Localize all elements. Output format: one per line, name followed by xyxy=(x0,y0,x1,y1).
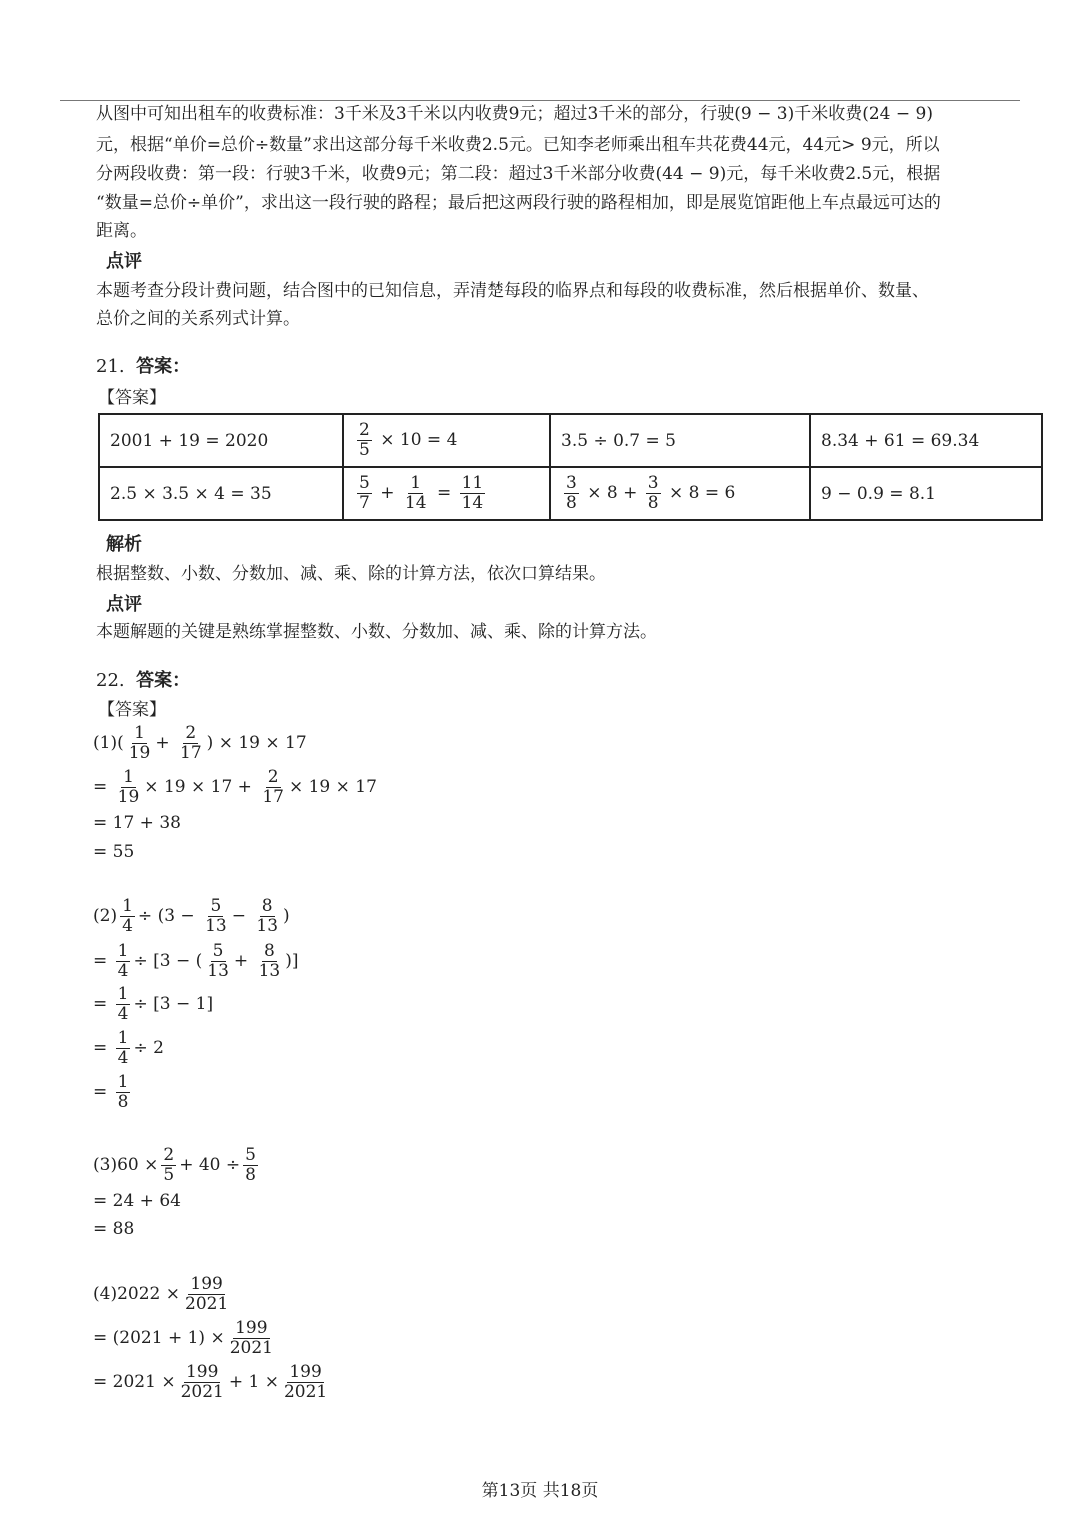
fraction: $\frac{11}{14}$ xyxy=(461,473,484,513)
q22-p2-line-1: (2) $\frac{1}{4}$ ÷ (3 − $\frac{5}{13}$ − $\frac{8}{13}$ ) xyxy=(93,895,290,936)
q22-p4-line-2: = (2021 + 1) × $\frac{199}{2021}$ xyxy=(93,1317,273,1358)
fraction: $\frac{5}{13}$ xyxy=(205,895,227,936)
fraction: $\frac{8}{13}$ xyxy=(256,895,279,936)
q22-p1-line-3: = 17 + 38 xyxy=(93,813,181,833)
fraction: $\frac{2}{17}$ xyxy=(180,722,202,763)
q20-analysis-line-3: 分两段收费：第一段：行驶3千米，收费9元；第二段：超过3千米部分收费(44 − 9)元，每千米收费2.5元，根据 xyxy=(96,164,941,184)
fraction: $\frac{199}{2021}$ xyxy=(180,1361,224,1402)
fraction: $\frac{1}{4}$ xyxy=(117,940,129,981)
fraction: $\frac{8}{13}$ xyxy=(258,940,281,981)
fraction: $\frac{1}{4}$ xyxy=(117,983,129,1024)
q21-answer-bracket: 【答案】 xyxy=(98,388,166,408)
q22-p2-line-4: = $\frac{1}{4}$ ÷ 2 xyxy=(93,1027,164,1068)
q22-answer-bracket: 【答案】 xyxy=(98,700,166,720)
q22-p3-line-2: = 24 + 64 xyxy=(93,1191,181,1211)
fraction: $\frac{2}{5}$ xyxy=(163,1144,175,1185)
fraction: 1 19 xyxy=(128,722,151,763)
fraction: $\frac{3}{8}$ xyxy=(647,473,659,513)
q21-answer-heading: 答案： xyxy=(136,356,191,377)
q20-analysis-line-5: 距离。 xyxy=(96,221,147,241)
q22-heading xyxy=(96,666,190,692)
q21-heading xyxy=(96,352,190,378)
fraction: $\frac{1}{8}$ xyxy=(117,1071,129,1112)
q21-comment-heading: 点评 xyxy=(106,594,142,615)
table-cell: 9 − 0.9 = 8.1 xyxy=(810,467,1042,520)
fraction: $\frac{199}{2021}$ xyxy=(185,1273,229,1314)
q22-p1-line-4: = 55 xyxy=(93,842,135,862)
q22-p4-line-1: (4)2022 × $\frac{199}{2021}$ xyxy=(93,1273,229,1314)
q22-p4-line-3: = 2021 × $\frac{199}{2021}$ + 1 × $\frac{199}{2021}$ xyxy=(93,1361,328,1402)
q22-p3-line-1: (3)60 × $\frac{2}{5}$ + 40 ÷ $\frac{5}{8}$ xyxy=(93,1144,256,1185)
table-cell: 8.34 + 61 = 69.34 xyxy=(810,414,1042,467)
q20-comment-heading: 点评 xyxy=(106,251,142,272)
table-cell: $\frac{5}{7}$ + $\frac{1}{14}$ = $\frac{11}{14}$ xyxy=(343,467,550,520)
q20-comment-line-1: 本题考查分段计费问题，结合图中的已知信息，弄清楚每段的临界点和每段的收费标准，然后根据单价、数量、 xyxy=(96,281,929,301)
fraction: $\frac{1}{4}$ xyxy=(122,895,133,936)
q21-analysis-heading: 解析 xyxy=(106,534,142,555)
q22-p1-line-1: (1)( 1 19 + $\frac{2}{17}$ ) × 19 × 17 xyxy=(93,722,307,763)
q22-p2-line-2: = $\frac{1}{4}$ ÷ [3 − ( 5 13 + $\frac{8}{13}$ )] xyxy=(93,940,299,981)
q20-analysis-line-4: “数量=总价÷单价”，求出这一段行驶的路程；最后把这两段行驶的路程相加，即是展览馆距他上车点最远可达的 xyxy=(96,193,941,213)
fraction: $\frac{1}{4}$ xyxy=(117,1027,129,1068)
fraction: $\frac{1}{19}$ xyxy=(117,766,140,807)
fraction: $\frac{5}{7}$ xyxy=(359,473,370,513)
q22-p3-line-3: = 88 xyxy=(93,1219,135,1239)
table-cell: 2001 + 19 = 2020 xyxy=(99,414,343,467)
fraction: $\frac{1}{14}$ xyxy=(404,473,427,513)
q22-p2-line-5: = $\frac{1}{8}$ xyxy=(93,1071,129,1112)
q21-number: 21. xyxy=(96,356,125,377)
q21-comment-text: 本题解题的关键是熟练掌握整数、小数、分数加、减、乘、除的计算方法。 xyxy=(96,622,657,642)
table-row xyxy=(99,414,1042,467)
table-cell: 3.5 ÷ 0.7 = 5 xyxy=(550,414,810,467)
table-cell: $\frac{3}{8}$ × 8 + $\frac{3}{8}$ × 8 = 6 xyxy=(550,467,810,520)
q21-answer-table xyxy=(98,413,1043,521)
page-footer: 第13页 共18页 xyxy=(481,1481,599,1501)
q22-p2-line-3: = $\frac{1}{4}$ ÷ [3 − 1] xyxy=(93,983,214,1024)
q22-answer-heading: 答案： xyxy=(136,670,191,691)
q22-p1-line-2: = $\frac{1}{19}$ × 19 × 17 + $\frac{2}{17}$ × 19 × 17 xyxy=(93,766,377,807)
q20-comment-line-2: 总价之间的关系列式计算。 xyxy=(96,309,300,329)
q20-analysis-line-2: 元，根据“单价=总价÷数量”求出这部分每千米收费2.5元。已知李老师乘出租车共花费44元，44元> 9元，所以 xyxy=(96,135,940,155)
fraction: $\frac{199}{2021}$ xyxy=(229,1317,273,1358)
table-cell: $\frac{2}{5}$ × 10 = 4 xyxy=(343,414,550,467)
fraction: $\frac{5}{8}$ xyxy=(245,1144,256,1185)
fraction: $\frac{199}{2021}$ xyxy=(283,1361,328,1402)
fraction: $\frac{2}{17}$ xyxy=(262,766,284,807)
q21-analysis-text: 根据整数、小数、分数加、减、乘、除的计算方法，依次口算结果。 xyxy=(96,564,606,584)
fraction: 5 13 xyxy=(207,940,229,981)
table-cell: 2.5 × 3.5 × 4 = 35 xyxy=(99,467,343,520)
fraction: $\frac{3}{8}$ xyxy=(566,473,577,513)
table-row xyxy=(99,467,1042,520)
q20-analysis-line-1: 从图中可知出租车的收费标准：3千米及3千米以内收费9元；超过3千米的部分，行驶(9 − 3)千米收费(24 − 9) xyxy=(96,104,933,124)
fraction: $\frac{2}{5}$ xyxy=(359,420,370,460)
q22-number: 22. xyxy=(96,670,125,691)
